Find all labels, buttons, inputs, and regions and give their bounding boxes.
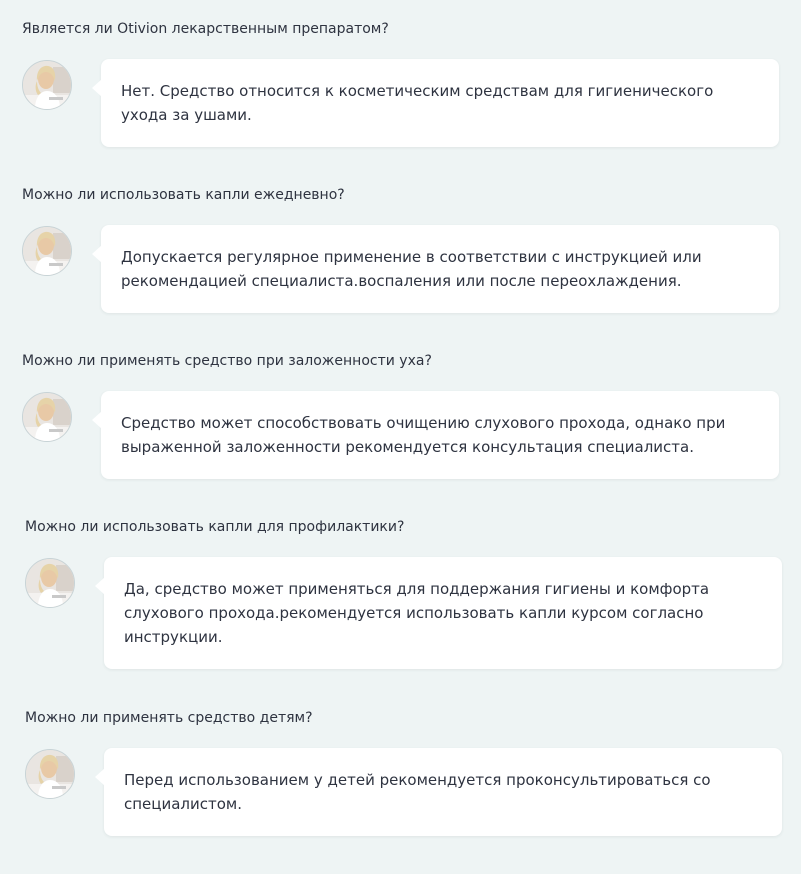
faq-answer: Да, средство может применяться для поддержания гигиены и комфорта слухового прохода.рекомендуется использовать капли курсом согласно инструкции. bbox=[124, 580, 710, 646]
faq-question: Можно ли использовать капли для профилактики? bbox=[25, 519, 405, 535]
specialist-avatar bbox=[22, 60, 72, 110]
faq-answer: Допускается регулярное применение в соответствии с инструкцией или рекомендацией специалиста.воспаления или после переохлаждения. bbox=[121, 248, 702, 290]
faq-question: Можно ли применять средство детям? bbox=[25, 710, 313, 726]
faq-answer-bubble bbox=[104, 557, 782, 669]
faq-answer: Перед использованием у детей рекомендуется проконсультироваться со специалистом. bbox=[124, 771, 711, 813]
faq-question: Является ли Otivion лекарственным препаратом? bbox=[22, 21, 389, 37]
faq-question: Можно ли применять средство при заложенности уха? bbox=[22, 353, 432, 369]
faq-answer-bubble bbox=[101, 391, 779, 479]
faq-answer-bubble bbox=[104, 748, 782, 836]
faq-answer: Средство может способствовать очищению слухового прохода, однако при выраженной заложенности рекомендуется консультация специалиста. bbox=[121, 414, 726, 456]
faq-answer: Нет. Средство относится к косметическим средствам для гигиенического ухода за ушами. bbox=[121, 82, 714, 124]
faq-answer-bubble bbox=[101, 225, 779, 313]
specialist-avatar bbox=[25, 749, 75, 799]
specialist-avatar bbox=[25, 558, 75, 608]
faq-answer-bubble bbox=[101, 59, 779, 147]
specialist-avatar bbox=[22, 226, 72, 276]
faq-question: Можно ли использовать капли ежедневно? bbox=[22, 187, 345, 203]
specialist-avatar bbox=[22, 392, 72, 442]
